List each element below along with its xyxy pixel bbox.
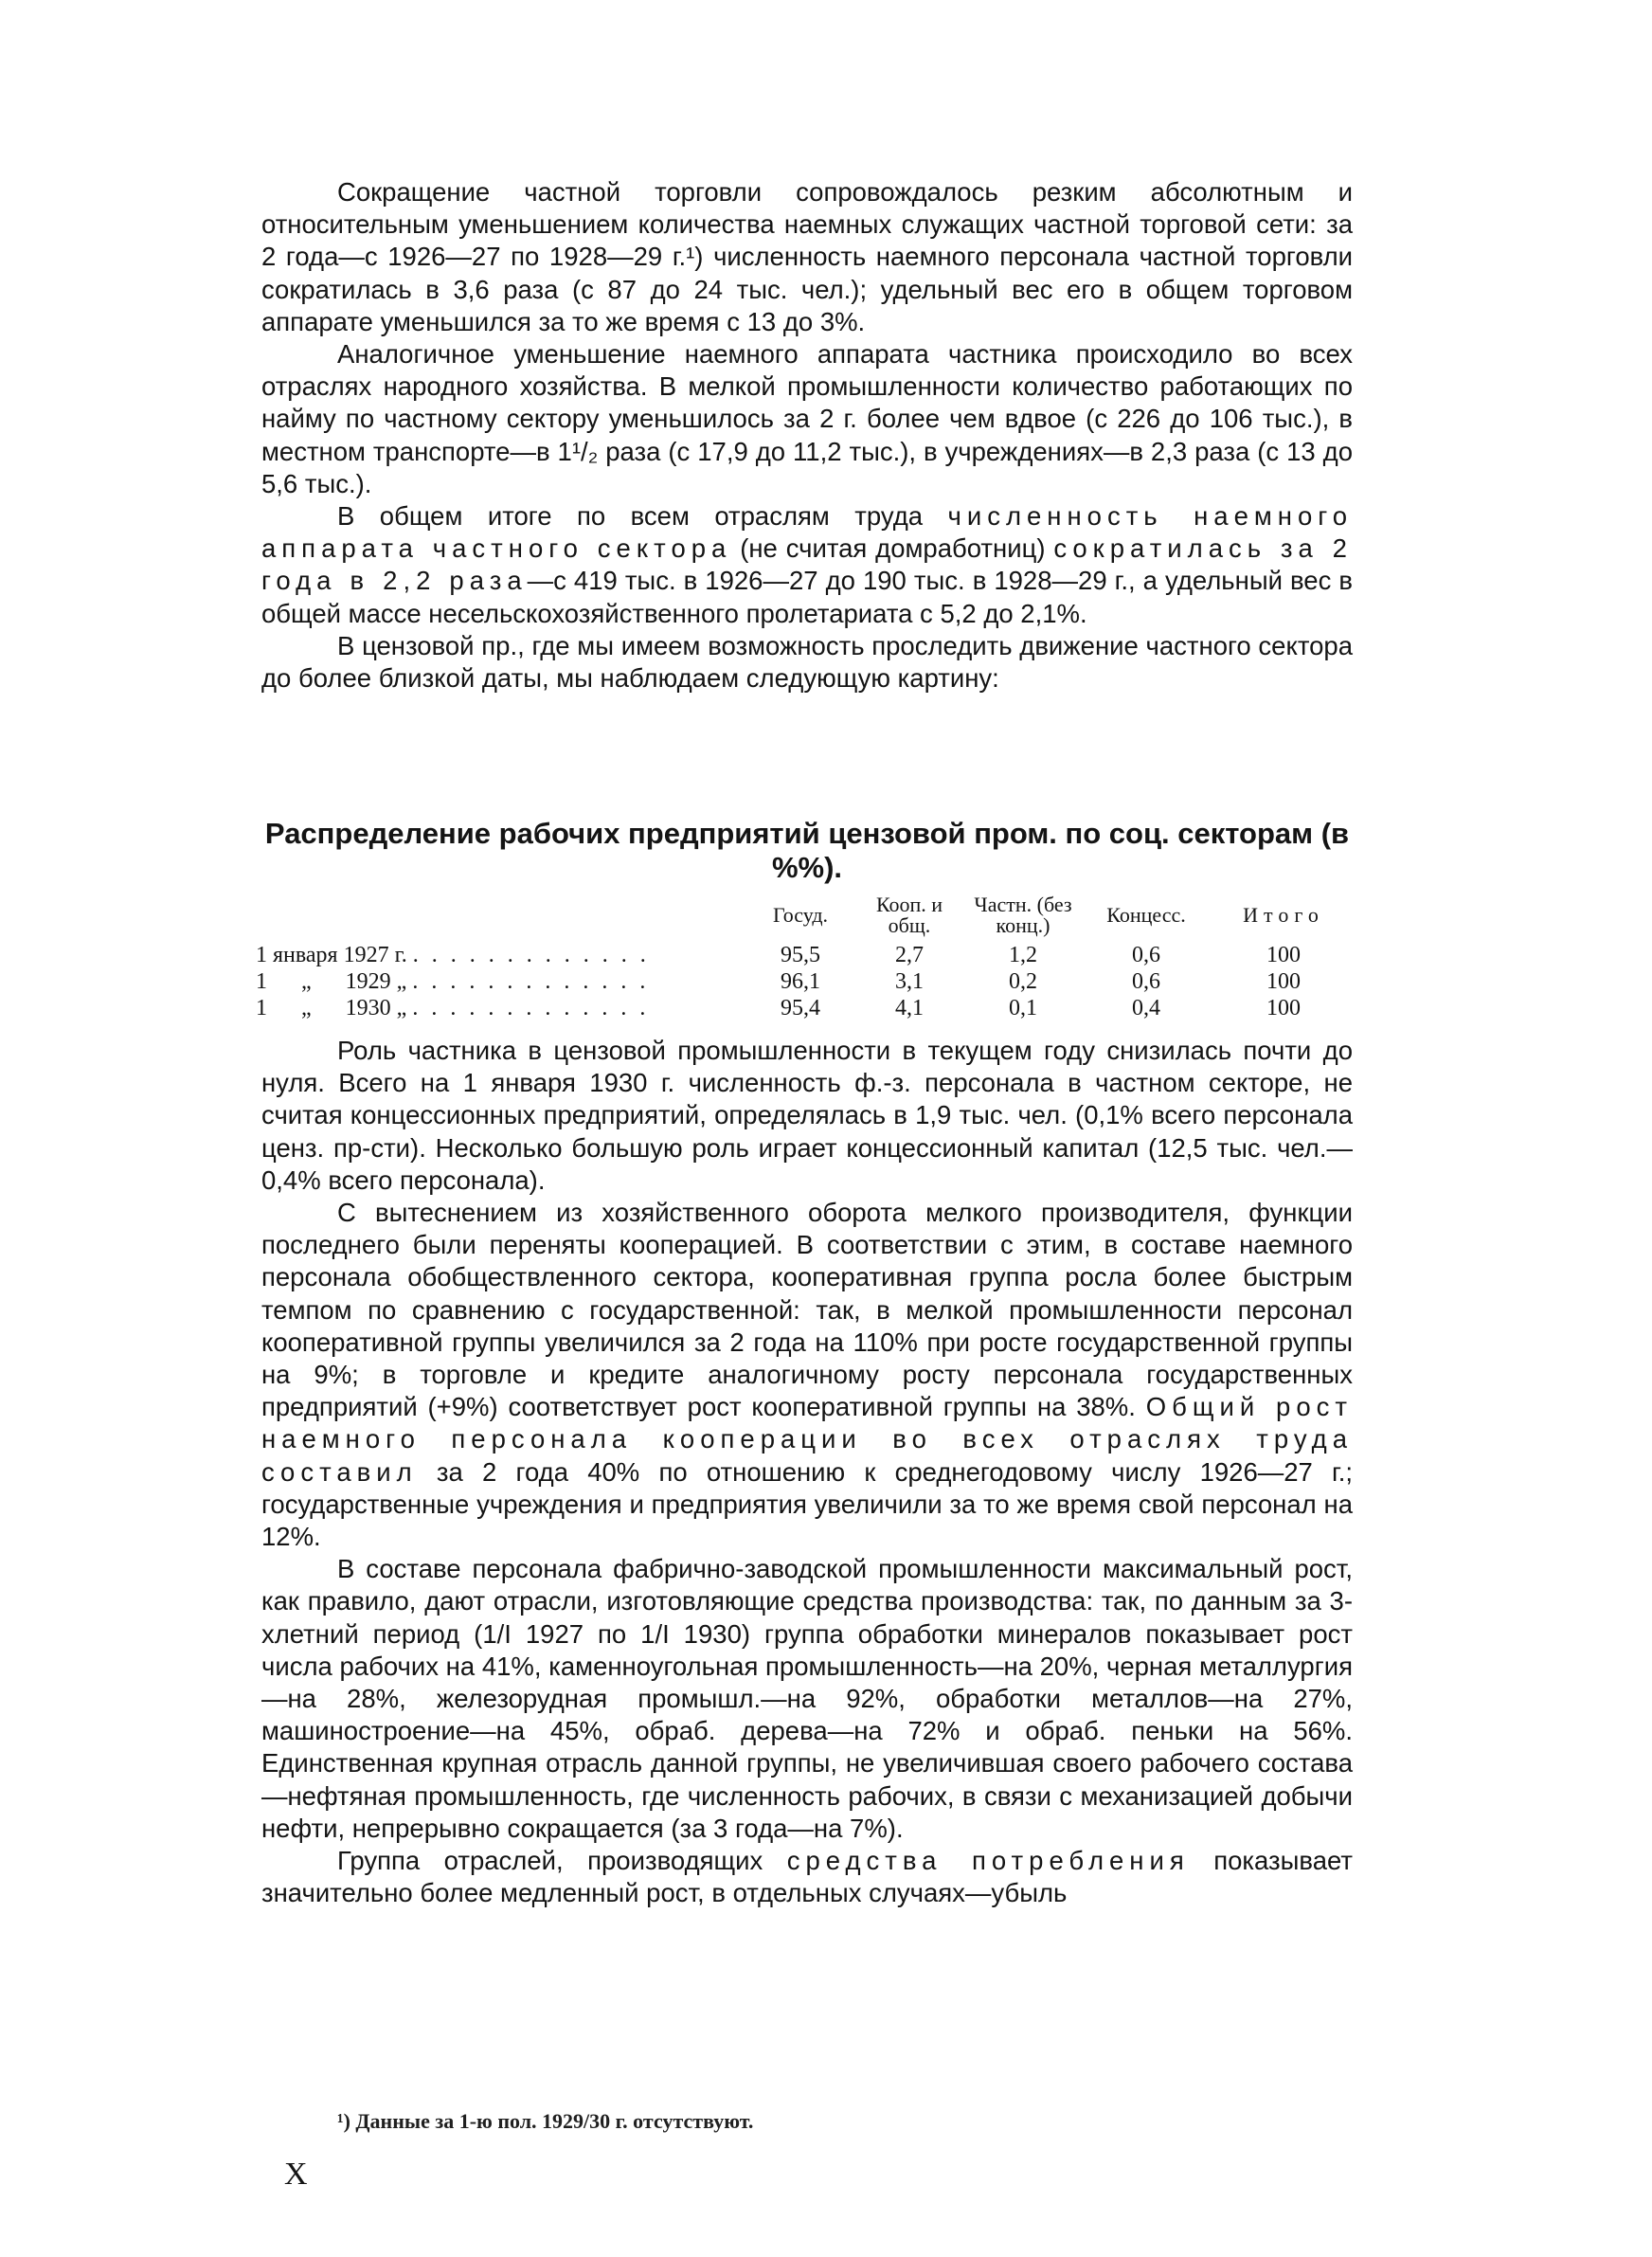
row-label-text: 1 „ 1930 „ xyxy=(256,996,407,1020)
header-concess: Концесс. xyxy=(1106,903,1186,927)
body-text-bottom xyxy=(261,1035,1353,1909)
row-label-text: 1 „ 1929 „ xyxy=(256,969,407,994)
text-run: (не считая домработниц) xyxy=(731,533,1054,564)
text-run: показывает значительно более медленный рост, в отдельных случаях—убыль xyxy=(261,1846,1353,1908)
row-label xyxy=(256,942,748,968)
text-run: за 2 года 40% по отношению к среднегодовому числу 1926—27 г.; государственные учреждения и предприятия увеличили за то же время свой персонал на 12%. xyxy=(261,1456,1353,1552)
cell-coop: 2,7 xyxy=(895,943,924,967)
table-row xyxy=(256,942,1355,968)
cell-private: 0,1 xyxy=(1009,996,1037,1020)
paragraph-census-industry: В цензовой пр., где мы имеем возможность проследить движение частного сектора до более близкой даты, мы наблюдаем следующую картину: xyxy=(261,630,1353,694)
row-label xyxy=(256,995,748,1021)
header-private: Частн. (без конц.) xyxy=(974,893,1072,937)
distribution-table xyxy=(256,894,1355,1021)
paragraph-means-of-production: В составе персонала фабрично-заводской промышленности максимальный рост, как правило, дают отрасли, изготовляющие средства производства: так, по данным за 3-хлетний период (1/I 1927 по 1/I 1930) группа обработки минералов показывает рост числа рабочих на 41%, каменноугольная промышленность—на 20%, черная металлургия—на 28%, железорудная промышл.—на 92%, обработки металлов—на 27%, машиностроение—на 45%, обраб. дерева—на 72% и обраб. пеньки на 56%. Единственная крупная отрасль данной группы, не увеличившая своего рабочего состава—нефтяная промышленность, где численность рабочих, в связи с механизацией добычи нефти, непрерывно сокращается (за 3 года—на 7%). xyxy=(261,1554,1353,1843)
leader-dots: . . . . . . . . . . . . . xyxy=(412,996,650,1020)
body-text-top xyxy=(261,176,1353,695)
header-total: Итого xyxy=(1243,903,1324,927)
paragraph-private-role: Роль частника в цензовой промышленности в текущем году снизилась почти до нуля. Всего на 1 января 1930 г. численность ф.-з. персонала в частном секторе, не считая концессионных предприятий, определялась в 1,9 тыс. чел. (0,1% всего персонала ценз. пр-сти). Несколько большую роль играет концессионный капитал (12,5 тыс. чел.—0,4% всего персонала). xyxy=(261,1036,1353,1195)
text-run: С вытеснением из хозяйственного оборота мелкого производителя, функции последнего были переняты кооперацией. В соответствии с этим, в составе наемного персонала обобществленного сектора, кооперативная группа росла более быстрым темпом по сравнению с государственной: так, в мелкой промышленности персонал кооперативной группы увеличился за 2 года на 110% при росте государственной группы на 9%; в торговле и кредите аналогичному росту персонала государственных предприятий (+9%) соответствует рост кооперативной группы на 38%. xyxy=(261,1198,1353,1422)
row-label-text: 1 января 1927 г. xyxy=(256,943,407,967)
cell-total: 100 xyxy=(1266,996,1301,1020)
cell-coop: 4,1 xyxy=(895,996,924,1020)
cell-concess: 0,6 xyxy=(1132,969,1160,994)
cell-coop: 3,1 xyxy=(895,969,924,994)
page-number: X xyxy=(284,2157,308,2192)
cell-state: 95,5 xyxy=(781,943,820,967)
spaced-emphasis: численность наемного аппарата частного сектора xyxy=(261,501,1353,564)
paragraph-consumer-goods xyxy=(261,1845,1353,1909)
cell-private: 0,2 xyxy=(1009,969,1037,994)
cell-concess: 0,4 xyxy=(1132,996,1160,1020)
spaced-emphasis: Общий рост наемного персонала кооперации во всех отраслях труда составил xyxy=(261,1392,1353,1487)
cell-private: 1,2 xyxy=(1009,943,1037,967)
row-label xyxy=(256,968,748,995)
cell-concess: 0,6 xyxy=(1132,943,1160,967)
table-title: Распределение рабочих предприятий цензовой пром. по соц. секторам (в %%). xyxy=(264,817,1350,884)
leader-dots: . . . . . . . . . . . . . xyxy=(412,943,650,967)
text-run: —с 419 тыс. в 1926—27 до 190 тыс. в 1928—29 г., а удельный вес в общей массе несельскохозяйственного пролетариата с 5,2 до 2,1%. xyxy=(261,566,1353,628)
header-coop: Кооп. и общ. xyxy=(875,893,943,937)
cell-state: 96,1 xyxy=(781,969,820,994)
leader-dots: . . . . . . . . . . . . . xyxy=(412,969,650,994)
distribution-table-block xyxy=(256,894,1355,1021)
table-row xyxy=(256,995,1355,1021)
text-run: В общем итоге по всем отраслям труда xyxy=(337,501,948,532)
cell-total: 100 xyxy=(1266,969,1301,994)
table-row xyxy=(256,968,1355,995)
cell-total: 100 xyxy=(1266,943,1301,967)
paragraph-cooperation xyxy=(261,1197,1353,1553)
spaced-emphasis: средства потребления xyxy=(786,1846,1190,1876)
footnote: ¹) Данные за 1-ю пол. 1929/30 г. отсутствуют. xyxy=(337,2109,754,2133)
text-run: Группа отраслей, производящих xyxy=(337,1846,787,1876)
spaced-emphasis: сократилась за 2 года в 2,2 раза xyxy=(261,533,1353,596)
paragraph-analogous-reduction: Аналогичное уменьшение наемного аппарата частника происходило во всех отраслях народного хозяйства. В мелкой промышленности количество работающих по найму по частному сектору уменьшилось за 2 г. более чем вдвое (с 226 до 106 тыс.), в местном транспорте—в 1¹/₂ раза (с 17,9 до 11,2 тыс.), в учреждениях—в 2,3 раза (с 13 до 5,6 тыс.). xyxy=(261,339,1353,498)
paragraph-total-reduction xyxy=(261,500,1353,630)
paragraph-private-trade: Сокращение частной торговли сопровождалось резким абсолютным и относительным уменьшением количества наемных служащих частной торговой сети: за 2 года—с 1926—27 по 1928—29 г.¹) численность наемного персонала частной торговли сократилась в 3,6 раза (с 87 до 24 тыс. чел.); удельный вес его в общем торговом аппарате уменьшился за то же время с 13 до 3%. xyxy=(261,177,1353,336)
cell-state: 95,4 xyxy=(781,996,820,1020)
header-blank xyxy=(256,894,748,942)
table-header-row xyxy=(256,894,1355,942)
header-state: Госуд. xyxy=(772,903,829,927)
